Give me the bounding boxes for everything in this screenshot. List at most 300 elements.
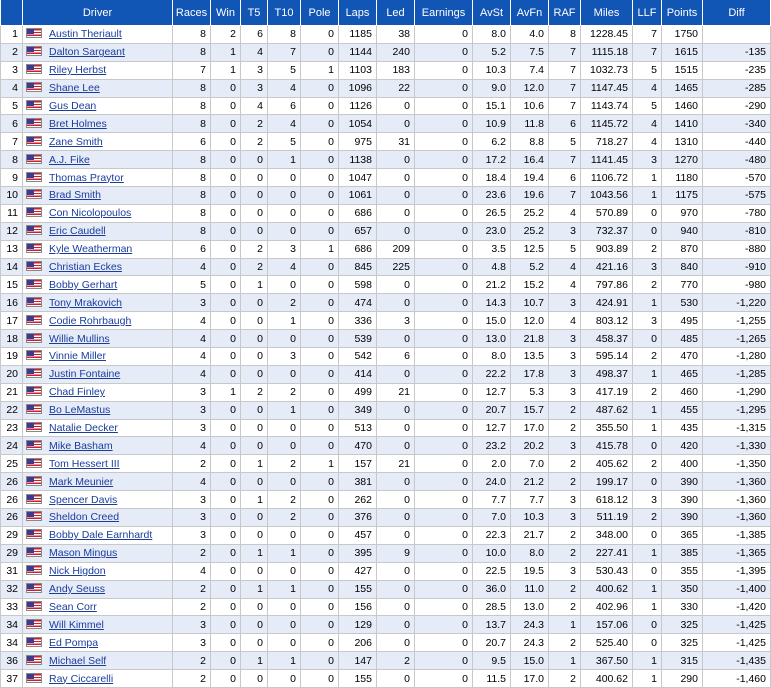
- cell-pole: 1: [301, 455, 339, 473]
- cell-miles: 1043.56: [581, 187, 633, 205]
- cell-miles: 417.19: [581, 383, 633, 401]
- driver-name-link[interactable]: A.J. Fike: [49, 153, 90, 166]
- cell-t5: 0: [241, 365, 268, 383]
- cell-miles: 199.17: [581, 473, 633, 491]
- cell-t5: 2: [241, 258, 268, 276]
- cell-llf: 0: [633, 204, 662, 222]
- us-flag-icon: [26, 315, 42, 325]
- cell-driver: [23, 26, 173, 44]
- cell-miles: 227.41: [581, 544, 633, 562]
- cell-races: 2: [173, 455, 211, 473]
- cell-pole: 0: [301, 43, 339, 61]
- cell-races: 8: [173, 26, 211, 44]
- cell-position: 5: [1, 97, 23, 115]
- cell-pole: 0: [301, 509, 339, 527]
- driver-name-link[interactable]: Gus Dean: [49, 100, 97, 112]
- cell-laps: 975: [339, 133, 377, 151]
- driver-name-link[interactable]: Will Kimmel: [49, 618, 104, 631]
- cell-diff: -1,400: [703, 580, 771, 598]
- cell-diff: -570: [703, 169, 771, 187]
- cell-miles: 1141.45: [581, 151, 633, 169]
- cell-avst: 28.5: [473, 598, 511, 616]
- cell-points: 470: [662, 348, 703, 366]
- cell-t10: 0: [268, 330, 301, 348]
- cell-win: 0: [211, 115, 241, 133]
- cell-driver: [23, 670, 173, 688]
- cell-miles: 732.37: [581, 222, 633, 240]
- cell-pole: 0: [301, 544, 339, 562]
- cell-position: 20: [1, 365, 23, 383]
- cell-win: 0: [211, 526, 241, 544]
- cell-raf: 5: [549, 240, 581, 258]
- cell-points: 1750: [662, 26, 703, 44]
- column-header-laps[interactable]: Laps: [339, 0, 377, 26]
- cell-position: 34: [1, 634, 23, 652]
- cell-laps: 657: [339, 222, 377, 240]
- column-header-position: [1, 0, 23, 26]
- cell-llf: 2: [633, 276, 662, 294]
- cell-llf: 2: [633, 509, 662, 527]
- driver-name-link[interactable]: Brad Smith: [49, 189, 101, 202]
- cell-avfn: 16.4: [511, 151, 549, 169]
- cell-t10: 0: [268, 598, 301, 616]
- cell-t10: 8: [268, 26, 301, 44]
- cell-earnings: 0: [415, 473, 473, 491]
- cell-points: 530: [662, 294, 703, 312]
- driver-name-link[interactable]: Mike Basham: [49, 439, 113, 452]
- cell-position: 29: [1, 526, 23, 544]
- cell-raf: 2: [549, 580, 581, 598]
- cell-points: 315: [662, 652, 703, 670]
- cell-pole: 0: [301, 491, 339, 509]
- column-header-earnings[interactable]: Earnings: [415, 0, 473, 26]
- cell-raf: 2: [549, 419, 581, 437]
- cell-position: 22: [1, 401, 23, 419]
- driver-name-link[interactable]: Sheldon Creed: [49, 511, 120, 524]
- cell-avst: 10.0: [473, 544, 511, 562]
- column-header-driver[interactable]: Driver: [23, 0, 173, 26]
- cell-avst: 17.2: [473, 151, 511, 169]
- driver-name-link[interactable]: Justin Fontaine: [49, 368, 121, 381]
- cell-pole: 0: [301, 187, 339, 205]
- cell-laps: 427: [339, 562, 377, 580]
- driver-name-link[interactable]: Chad Finley: [49, 386, 106, 399]
- cell-position: 7: [1, 133, 23, 151]
- cell-races: 8: [173, 151, 211, 169]
- cell-miles: 400.62: [581, 670, 633, 688]
- cell-pole: 0: [301, 383, 339, 401]
- cell-driver: [23, 187, 173, 205]
- cell-races: 3: [173, 616, 211, 634]
- us-flag-icon: [26, 619, 42, 629]
- cell-t10: 4: [268, 115, 301, 133]
- cell-win: 0: [211, 348, 241, 366]
- cell-led: 3: [377, 312, 415, 330]
- cell-diff: -1,220: [703, 294, 771, 312]
- driver-name-link[interactable]: Christian Eckes: [49, 261, 122, 274]
- cell-driver: [23, 634, 173, 652]
- column-header-avfn[interactable]: AvFn: [511, 0, 549, 26]
- cell-pole: 0: [301, 312, 339, 330]
- cell-win: 0: [211, 258, 241, 276]
- us-flag-icon: [26, 494, 42, 504]
- driver-name-link[interactable]: Thomas Praytor: [49, 171, 124, 184]
- cell-earnings: 0: [415, 151, 473, 169]
- cell-position: 32: [1, 580, 23, 598]
- cell-t10: 1: [268, 151, 301, 169]
- driver-name-link[interactable]: Eric Caudell: [49, 225, 106, 238]
- cell-avfn: 21.2: [511, 473, 549, 491]
- cell-llf: 0: [633, 330, 662, 348]
- driver-name-link[interactable]: Kyle Weatherman: [49, 243, 133, 256]
- column-header-pole[interactable]: Pole: [301, 0, 339, 26]
- driver-name-link[interactable]: Natalie Decker: [49, 422, 118, 435]
- cell-laps: 1144: [339, 43, 377, 61]
- cell-pole: 0: [301, 330, 339, 348]
- cell-raf: 2: [549, 455, 581, 473]
- cell-llf: 1: [633, 670, 662, 688]
- cell-driver: [23, 169, 173, 187]
- driver-name-link[interactable]: Bobby Gerhart: [49, 278, 118, 291]
- cell-llf: 0: [633, 473, 662, 491]
- table-row: [1, 473, 771, 491]
- cell-win: 0: [211, 401, 241, 419]
- cell-win: 0: [211, 562, 241, 580]
- header-row: [1, 0, 771, 26]
- cell-llf: 2: [633, 383, 662, 401]
- cell-avfn: 8.8: [511, 133, 549, 151]
- cell-driver: [23, 330, 173, 348]
- cell-earnings: 0: [415, 294, 473, 312]
- driver-name-link[interactable]: Con Nicolopoulos: [49, 207, 132, 220]
- column-header-avst[interactable]: AvSt: [473, 0, 511, 26]
- cell-raf: 7: [549, 187, 581, 205]
- table-row: [1, 312, 771, 330]
- cell-avfn: 12.0: [511, 312, 549, 330]
- cell-avst: 3.5: [473, 240, 511, 258]
- cell-t10: 2: [268, 455, 301, 473]
- cell-win: 0: [211, 634, 241, 652]
- cell-t5: 1: [241, 276, 268, 294]
- cell-t10: 1: [268, 580, 301, 598]
- cell-t10: 4: [268, 258, 301, 276]
- cell-led: 2: [377, 652, 415, 670]
- cell-driver: [23, 240, 173, 258]
- cell-driver: [23, 598, 173, 616]
- cell-races: 3: [173, 509, 211, 527]
- driver-name-link[interactable]: Spencer Davis: [49, 493, 118, 506]
- cell-driver: [23, 616, 173, 634]
- cell-avfn: 7.5: [511, 43, 549, 61]
- column-header-points[interactable]: Points: [662, 0, 703, 26]
- cell-laps: 262: [339, 491, 377, 509]
- driver-name-link[interactable]: Sean Corr: [49, 600, 97, 613]
- cell-led: 0: [377, 365, 415, 383]
- cell-raf: 3: [549, 491, 581, 509]
- column-header-t10[interactable]: T10: [268, 0, 301, 26]
- cell-races: 8: [173, 115, 211, 133]
- cell-avst: 15.0: [473, 312, 511, 330]
- cell-driver: [23, 365, 173, 383]
- driver-name-link[interactable]: Bo LeMastus: [49, 404, 111, 417]
- cell-position: 37: [1, 670, 23, 688]
- cell-llf: 0: [633, 526, 662, 544]
- table-row: [1, 187, 771, 205]
- cell-earnings: 0: [415, 133, 473, 151]
- cell-llf: 2: [633, 348, 662, 366]
- driver-name-link[interactable]: Nick Higdon: [49, 565, 106, 578]
- cell-t10: 0: [268, 187, 301, 205]
- cell-races: 8: [173, 79, 211, 97]
- cell-position: 1: [1, 26, 23, 44]
- cell-t5: 0: [241, 312, 268, 330]
- cell-races: 4: [173, 437, 211, 455]
- cell-t10: 0: [268, 169, 301, 187]
- cell-t5: 4: [241, 97, 268, 115]
- cell-avfn: 24.3: [511, 634, 549, 652]
- driver-name-link[interactable]: Michael Self: [49, 654, 107, 667]
- cell-t10: 0: [268, 562, 301, 580]
- cell-avfn: 24.3: [511, 616, 549, 634]
- cell-laps: 381: [339, 473, 377, 491]
- cell-led: 0: [377, 580, 415, 598]
- us-flag-icon: [26, 82, 42, 92]
- cell-diff: -440: [703, 133, 771, 151]
- driver-name-link[interactable]: Riley Herbst: [49, 64, 107, 77]
- table-row: [1, 169, 771, 187]
- cell-pole: 0: [301, 365, 339, 383]
- cell-laps: 336: [339, 312, 377, 330]
- driver-name-link[interactable]: Austin Theriault: [49, 28, 122, 41]
- driver-name-link[interactable]: Zane Smith: [49, 135, 103, 148]
- cell-led: 0: [377, 294, 415, 312]
- cell-avst: 12.7: [473, 383, 511, 401]
- cell-led: 0: [377, 330, 415, 348]
- cell-laps: 686: [339, 240, 377, 258]
- cell-t10: 2: [268, 509, 301, 527]
- cell-avst: 23.6: [473, 187, 511, 205]
- us-flag-icon: [26, 172, 42, 182]
- driver-name-link[interactable]: Ed Pompa: [49, 636, 99, 649]
- cell-miles: 1115.18: [581, 43, 633, 61]
- cell-avst: 22.5: [473, 562, 511, 580]
- column-header-raf[interactable]: RAF: [549, 0, 581, 26]
- cell-t5: 0: [241, 634, 268, 652]
- cell-laps: 1047: [339, 169, 377, 187]
- cell-miles: 424.91: [581, 294, 633, 312]
- cell-laps: 513: [339, 419, 377, 437]
- cell-earnings: 0: [415, 383, 473, 401]
- column-header-races[interactable]: Races: [173, 0, 211, 26]
- column-header-led[interactable]: Led: [377, 0, 415, 26]
- cell-led: 31: [377, 133, 415, 151]
- cell-driver: [23, 652, 173, 670]
- cell-win: 0: [211, 276, 241, 294]
- column-header-t5[interactable]: T5: [241, 0, 268, 26]
- cell-t5: 2: [241, 240, 268, 258]
- cell-t10: 3: [268, 240, 301, 258]
- cell-driver: [23, 473, 173, 491]
- cell-driver: [23, 294, 173, 312]
- driver-name-link[interactable]: Willie Mullins: [49, 332, 110, 345]
- cell-avfn: 13.5: [511, 348, 549, 366]
- cell-avst: 21.2: [473, 276, 511, 294]
- cell-diff: -1,425: [703, 616, 771, 634]
- cell-laps: 395: [339, 544, 377, 562]
- table-row: [1, 115, 771, 133]
- cell-win: 0: [211, 187, 241, 205]
- table-row: [1, 240, 771, 258]
- us-flag-icon: [26, 118, 42, 128]
- column-header-miles[interactable]: Miles: [581, 0, 633, 26]
- column-header-llf[interactable]: LLF: [633, 0, 662, 26]
- driver-name-link[interactable]: Vinnie Miller: [49, 350, 106, 363]
- cell-points: 1310: [662, 133, 703, 151]
- cell-position: 36: [1, 652, 23, 670]
- cell-points: 400: [662, 455, 703, 473]
- cell-led: 0: [377, 509, 415, 527]
- driver-name-link[interactable]: Mark Meunier: [49, 475, 114, 488]
- us-flag-icon: [26, 386, 42, 396]
- cell-position: 18: [1, 330, 23, 348]
- cell-position: 31: [1, 562, 23, 580]
- cell-llf: 1: [633, 365, 662, 383]
- cell-win: 0: [211, 330, 241, 348]
- cell-avfn: 13.0: [511, 598, 549, 616]
- table-row: [1, 258, 771, 276]
- cell-races: 3: [173, 634, 211, 652]
- cell-t5: 2: [241, 133, 268, 151]
- cell-races: 2: [173, 544, 211, 562]
- cell-llf: 1: [633, 652, 662, 670]
- cell-diff: -1,385: [703, 526, 771, 544]
- driver-name-link[interactable]: Ray Ciccarelli: [49, 672, 114, 685]
- cell-raf: 4: [549, 276, 581, 294]
- cell-t5: 0: [241, 616, 268, 634]
- cell-led: 0: [377, 187, 415, 205]
- column-header-diff[interactable]: Diff: [703, 0, 771, 26]
- cell-pole: 0: [301, 670, 339, 688]
- us-flag-icon: [26, 261, 42, 271]
- cell-diff: -910: [703, 258, 771, 276]
- cell-win: 0: [211, 97, 241, 115]
- cell-points: 1515: [662, 61, 703, 79]
- driver-name-link[interactable]: Bobby Dale Earnhardt: [49, 529, 153, 542]
- cell-diff: -1,395: [703, 562, 771, 580]
- cell-win: 0: [211, 544, 241, 562]
- cell-led: 21: [377, 455, 415, 473]
- cell-led: 0: [377, 401, 415, 419]
- cell-t10: 0: [268, 204, 301, 222]
- driver-name-link[interactable]: Codie Rohrbaugh: [49, 314, 132, 327]
- driver-name-link[interactable]: Mason Mingus: [49, 547, 118, 560]
- cell-driver: [23, 43, 173, 61]
- cell-earnings: 0: [415, 580, 473, 598]
- cell-avst: 6.2: [473, 133, 511, 151]
- cell-laps: 686: [339, 204, 377, 222]
- cell-led: 0: [377, 562, 415, 580]
- cell-pole: 0: [301, 562, 339, 580]
- cell-miles: 355.50: [581, 419, 633, 437]
- cell-points: 495: [662, 312, 703, 330]
- driver-name-link[interactable]: Shane Lee: [49, 82, 100, 95]
- cell-llf: 1: [633, 294, 662, 312]
- cell-avst: 23.0: [473, 222, 511, 240]
- driver-name-link[interactable]: Dalton Sargeant: [49, 46, 125, 59]
- cell-raf: 3: [549, 365, 581, 383]
- cell-t5: 0: [241, 670, 268, 688]
- driver-name-link[interactable]: Tom Hessert III: [49, 457, 120, 470]
- driver-name-link[interactable]: Tony Mrakovich: [49, 296, 122, 309]
- table-row: [1, 133, 771, 151]
- cell-avst: 9.5: [473, 652, 511, 670]
- cell-races: 4: [173, 473, 211, 491]
- cell-pole: 0: [301, 258, 339, 276]
- cell-win: 0: [211, 455, 241, 473]
- cell-t5: 0: [241, 222, 268, 240]
- cell-llf: 7: [633, 43, 662, 61]
- us-flag-icon: [26, 64, 42, 74]
- cell-raf: 2: [549, 634, 581, 652]
- cell-driver: [23, 509, 173, 527]
- column-header-win[interactable]: Win: [211, 0, 241, 26]
- us-flag-icon: [26, 297, 42, 307]
- cell-avfn: 12.5: [511, 240, 549, 258]
- cell-raf: 2: [549, 670, 581, 688]
- cell-earnings: 0: [415, 598, 473, 616]
- cell-races: 4: [173, 348, 211, 366]
- cell-driver: [23, 544, 173, 562]
- cell-position: 26: [1, 509, 23, 527]
- cell-points: 325: [662, 616, 703, 634]
- cell-laps: 1185: [339, 26, 377, 44]
- cell-t5: 0: [241, 151, 268, 169]
- cell-diff: -1,365: [703, 544, 771, 562]
- cell-avst: 4.8: [473, 258, 511, 276]
- cell-led: 22: [377, 79, 415, 97]
- cell-avst: 36.0: [473, 580, 511, 598]
- cell-pole: 0: [301, 276, 339, 294]
- cell-races: 8: [173, 187, 211, 205]
- cell-driver: [23, 258, 173, 276]
- cell-raf: 3: [549, 509, 581, 527]
- cell-t10: 0: [268, 616, 301, 634]
- us-flag-icon: [26, 136, 42, 146]
- cell-llf: 1: [633, 598, 662, 616]
- cell-miles: 511.19: [581, 509, 633, 527]
- driver-name-link[interactable]: Andy Seuss: [49, 583, 106, 596]
- cell-raf: 5: [549, 133, 581, 151]
- cell-llf: 0: [633, 634, 662, 652]
- cell-llf: 0: [633, 437, 662, 455]
- cell-raf: 1: [549, 616, 581, 634]
- cell-t10: 0: [268, 670, 301, 688]
- cell-t10: 2: [268, 294, 301, 312]
- cell-led: 209: [377, 240, 415, 258]
- cell-t5: 6: [241, 26, 268, 44]
- cell-position: 8: [1, 151, 23, 169]
- driver-name-link[interactable]: Bret Holmes: [49, 117, 107, 130]
- cell-led: 0: [377, 276, 415, 294]
- cell-points: 390: [662, 491, 703, 509]
- cell-position: 2: [1, 43, 23, 61]
- cell-points: 1175: [662, 187, 703, 205]
- cell-driver: [23, 580, 173, 598]
- cell-llf: 2: [633, 455, 662, 473]
- cell-avst: 11.5: [473, 670, 511, 688]
- table-row: [1, 276, 771, 294]
- cell-t10: 2: [268, 491, 301, 509]
